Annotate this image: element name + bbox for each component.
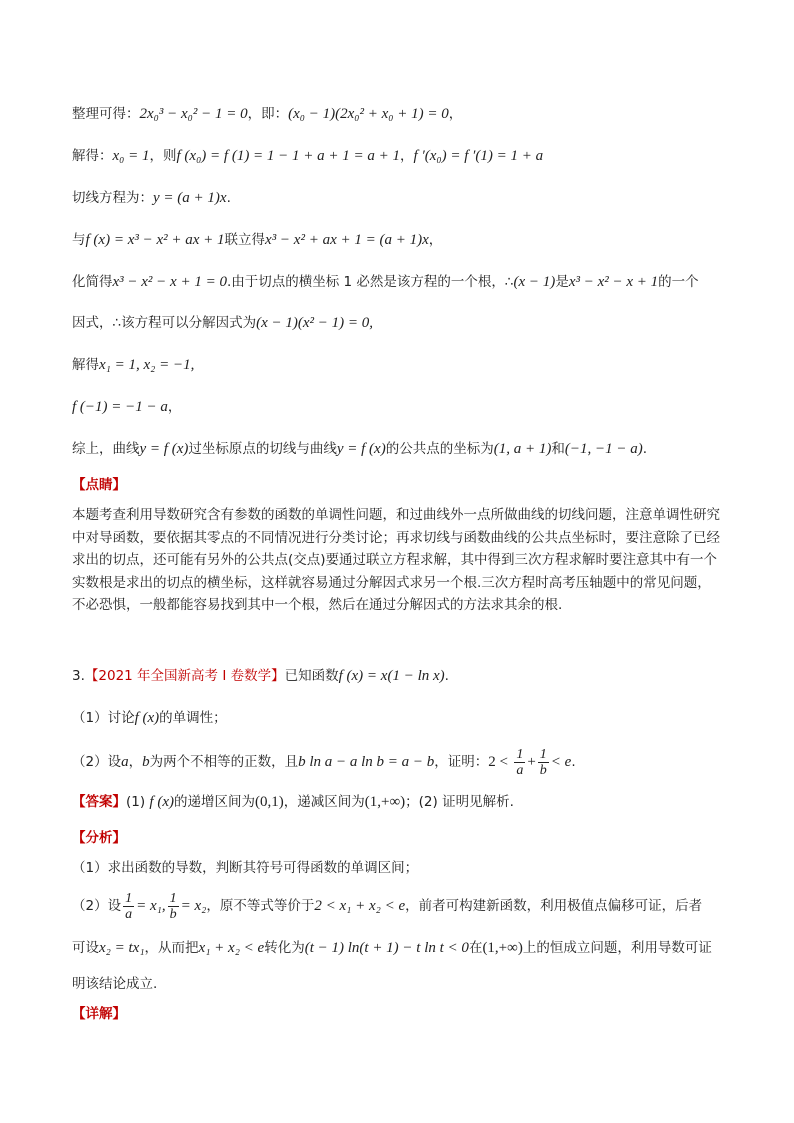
question-3-part-2: （2）设a，b为两个不相等的正数，且b ln a − a ln b = a − b，证明：2 < $\frac{1}{a}$ + $\frac{1}{b}$ < e. (72, 746, 576, 778)
analysis-4: 明该结论成立. (72, 976, 158, 992)
line-f-neg1: f (−1) = −1 − a， (72, 399, 182, 415)
dianjing-heading: 【点睛】 (72, 477, 126, 493)
line-reduce: 化简得x³ − x² − x + 1 = 0.由于切点的横坐标 1 必然是该方程的一个根，∴(x − 1)是x³ − x² − x + 1的一个 (72, 274, 699, 290)
question-3-stem: 3.【2021 年全国新高考 I 卷数学】已知函数f (x) = x(1 − ln x). (72, 668, 449, 684)
answer-line: 【答案】(1) f (x)的递增区间为(0,1)，递减区间为(1,+∞)；(2) 证明见解析. (72, 794, 514, 810)
analysis-3: 可设x₂ = tx₁，从而把x₁ + x₂ < e转化为(t − 1) ln(t + 1) − t ln t < 0在(1,+∞)上的恒成立问题，利用导数可证 (72, 940, 712, 956)
fraction: $\frac{1}{a}$ (125, 890, 133, 922)
fraction: $\frac{1}{a}$ (516, 746, 524, 778)
line-factor: 因式，∴该方程可以分解因式为(x − 1)(x² − 1) = 0, (72, 315, 374, 331)
question-3-part-1: （1）讨论f (x)的单调性； (72, 710, 227, 726)
analysis-2: （2）设 $\frac{1}{a}$ = x₁, $\frac{1}{b}$ = x₂，原不等式等价于2 < x₁ + x₂ < e，前者可构建新函数，利用极值点偏移可证，后者 (72, 890, 703, 922)
fraction: $\frac{1}{b}$ (539, 746, 547, 778)
line-tangent: 切线方程为：y = (a + 1)x. (72, 190, 231, 206)
line-simplify: 整理可得：2x₀³ − x₀² − 1 = 0，即：(x₀ − 1)(2x₀² + x₀ + 1) = 0， (72, 106, 463, 122)
fenxi-heading: 【分析】 (72, 830, 126, 846)
analysis-1: （1）求出函数的导数，判断其符号可得函数的单调区间； (72, 860, 419, 876)
line-solve: 解得：x₀ = 1，则f (x₀) = f (1) = 1 − 1 + a + 1 = a + 1，f ′(x₀) = f ′(1) = 1 + a (72, 148, 544, 164)
fraction: $\frac{1}{b}$ (169, 890, 177, 922)
xiangjie-heading: 【详解】 (72, 1006, 126, 1022)
line-system: 与f (x) = x³ − x² + ax + 1联立得x³ − x² + ax + 1 = (a + 1)x， (72, 232, 443, 248)
answer-tag: 【答案】 (72, 794, 126, 810)
question-source: 【2021 年全国新高考 I 卷数学】 (84, 668, 285, 684)
line-roots: 解得x₁ = 1, x₂ = −1, (72, 357, 195, 373)
dianjing-body: 本题考查利用导数研究含有参数的函数的单调性问题，和过曲线外一点所做曲线的切线问题，注意单调性研究中对导函数，要依据其零点的不同情况进行分类讨论；再求切线与函数曲线的公共点坐标时，要注意除了已经求出的切点，还可能有另外的公共点(交点)要通过联立方程求解，其中得到三次方程求解时要注意其中有一个实数根是求出的切点的横坐标，这样就容易通过分解因式求另一个根.三次方程时高考压轴题中的常见问题，不必恐惧，一般都能容易找到其中一个根，然后在通过分解因式的方法求其余的根. (72, 507, 720, 613)
line-conclusion: 综上，曲线y = f (x)过坐标原点的切线与曲线y = f (x)的公共点的坐标为(1, a + 1)和(−1, −1 − a). (72, 441, 647, 457)
